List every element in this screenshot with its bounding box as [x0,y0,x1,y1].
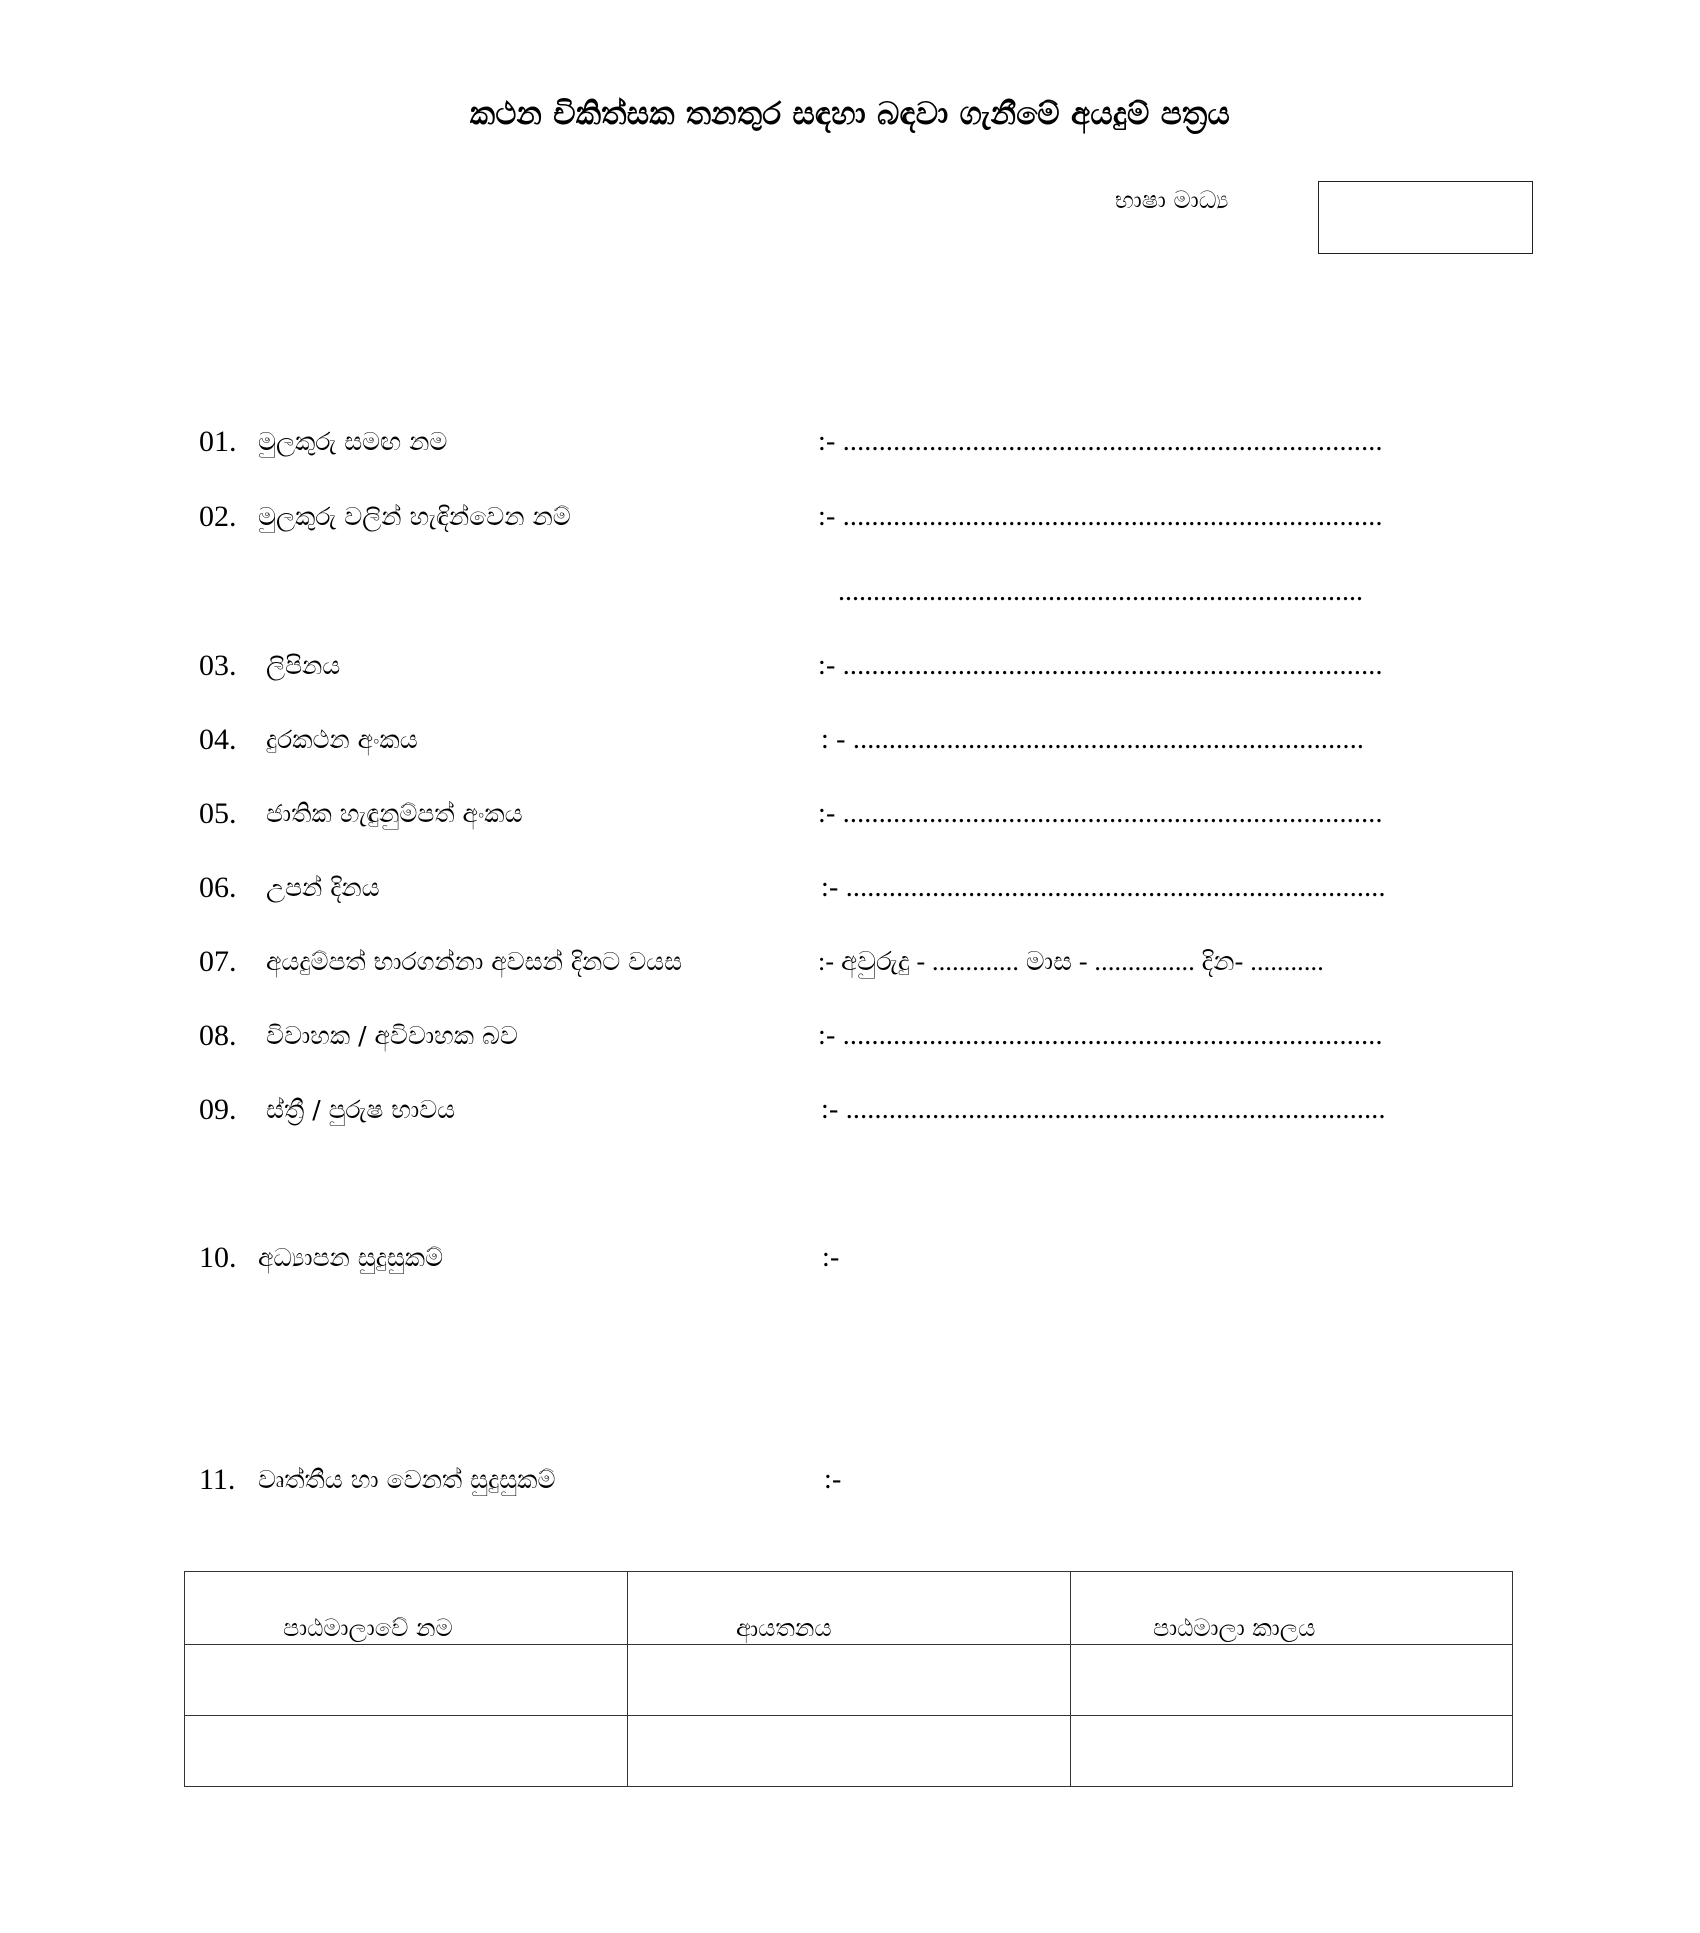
field-row-telephone [0,718,1700,762]
institution-cell[interactable] [628,1716,1071,1787]
field-row-gender [0,1088,1700,1132]
field-label: දුරකථන අංකය [266,725,418,754]
field-number: 05. [199,797,237,830]
column-header-course-name: පාඨමාලාවේ නම [185,1572,628,1645]
courses-table [184,1571,1513,1787]
professional-qualifications-field[interactable]: :- [824,1464,842,1495]
column-header-course-duration: පාඨමාලා කාලය [1071,1572,1513,1645]
field-number: 04. [199,723,237,756]
field-number: 01. [199,425,237,458]
full-name-field[interactable]: :- ........................................................................... [818,426,1383,457]
field-number: 07. [199,945,237,978]
field-label: ලිපිනය [266,651,341,680]
course-duration-cell[interactable] [1071,1645,1513,1716]
field-number: 08. [199,1019,237,1052]
field-number: 02. [199,500,237,533]
field-row-full-name [0,420,1700,464]
field-label: මුලකුරු වලින් හැඳින්වෙන නම් [258,502,571,531]
language-medium-label: භාෂා මාධ්‍ය [1115,186,1229,214]
field-number: 11. [199,1463,236,1496]
form-title: කථන චිකිත්සක තනතුර සඳහා බඳවා ගැනීමේ අයදුම් පත්‍රය [469,96,1231,132]
course-duration-cell[interactable] [1071,1716,1513,1787]
education-qualifications-field[interactable]: :- [822,1242,840,1273]
field-label: වෘත්තීය හා වෙනත් සුදුසුකම් [258,1465,556,1494]
field-number: 09. [199,1093,237,1126]
course-name-cell[interactable] [185,1716,628,1787]
field-number: 03. [199,649,237,682]
field-label: විවාහක / අවිවාහක බව [266,1021,518,1050]
table-row [185,1716,1513,1787]
institution-cell[interactable] [628,1645,1071,1716]
field-row-education [0,1236,1700,1280]
field-number: 06. [199,871,237,904]
gender-field[interactable]: :- ........................................................................... [821,1094,1386,1125]
field-row-nic [0,792,1700,836]
course-name-cell[interactable] [185,1645,628,1716]
field-label: ජාතික හැඳුනුම්පත් අංකය [266,799,523,828]
field-row-marital-status [0,1014,1700,1058]
column-header-institution: ආයතනය [628,1572,1071,1645]
field-label: අයදුම්පත් භාරගන්නා අවසන් දිනට වයස [266,947,683,976]
field-label: උපන් දිනය [266,873,380,902]
field-row-age [0,940,1700,984]
telephone-field[interactable]: : - ....................................................................... [821,724,1365,755]
date-of-birth-field[interactable]: :- ........................................................................... [821,872,1386,903]
field-row-professional [0,1458,1700,1502]
table-row [185,1645,1513,1716]
field-number: 10. [199,1241,237,1274]
field-row-address [0,644,1700,688]
field-row-name-by-initials [0,495,1700,539]
name-by-initials-field-line-2[interactable]: ........................................................................... [838,576,1363,607]
field-label: ස්ත්‍රී / පුරුෂ භාවය [266,1095,456,1124]
table-header-row [185,1572,1513,1645]
field-label: මුලකුරු සමඟ නම [258,427,448,456]
field-row-date-of-birth [0,866,1700,910]
marital-status-field[interactable]: :- ........................................................................... [818,1020,1383,1051]
age-field[interactable]: :- අවුරුදු - ............. මාස - ............... දින- ........... [818,947,1324,976]
field-label: අධ්‍යාපන සුදුසුකම් [258,1243,444,1272]
language-medium-box[interactable] [1318,181,1533,254]
name-by-initials-field[interactable]: :- ........................................................................... [818,501,1383,532]
nic-number-field[interactable]: :- ........................................................................... [818,798,1383,829]
address-field[interactable]: :- ........................................................................... [818,650,1383,681]
